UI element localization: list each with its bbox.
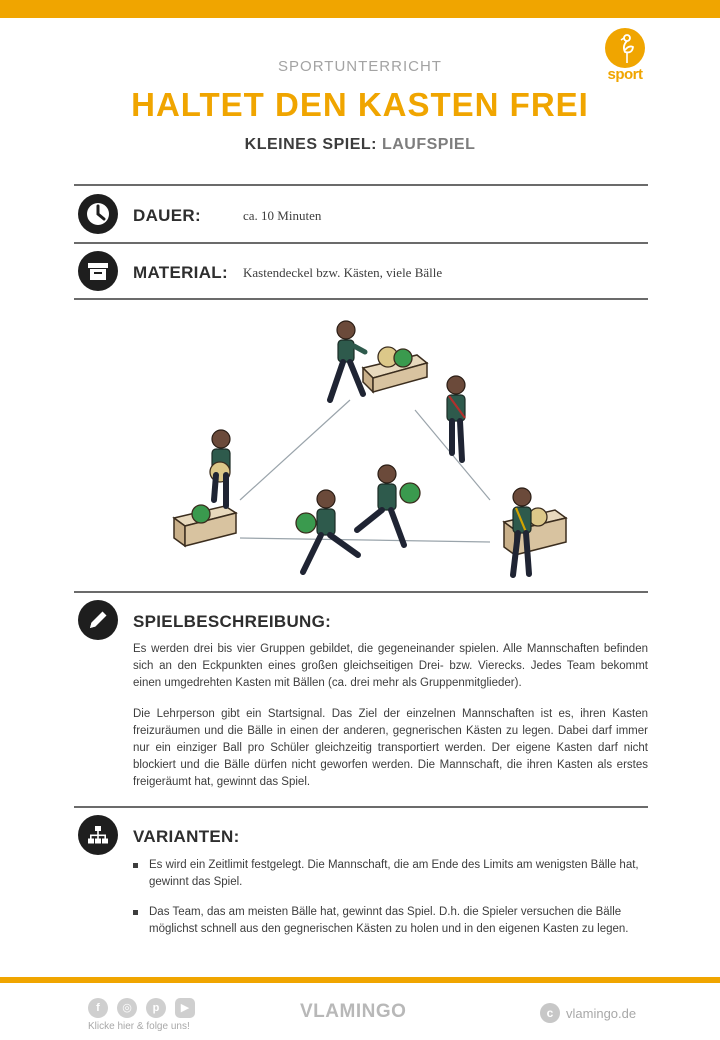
field-line: [240, 400, 350, 500]
brand-logo[interactable]: VLAMINGO: [300, 1001, 407, 1022]
player-figure: [296, 490, 358, 572]
website-link[interactable]: vlamingo.de: [566, 1006, 637, 1021]
divider: [74, 184, 648, 186]
material-value: Kastendeckel bzw. Kästen, viele Bälle: [243, 265, 443, 280]
bullet-icon: [133, 910, 138, 915]
game-illustration: [160, 310, 580, 585]
description-heading: SPIELBESCHREIBUNG:: [133, 612, 332, 631]
ball: [394, 349, 412, 367]
box-left: [174, 505, 236, 546]
subtitle-value: LAUFSPIEL: [381, 136, 476, 153]
duration-label: DAUER:: [133, 206, 201, 225]
ball: [296, 513, 316, 533]
box-top: [363, 347, 427, 392]
logo-label: sport: [607, 66, 643, 83]
pinterest-icon[interactable]: p: [146, 998, 166, 1018]
divider: [74, 806, 648, 808]
youtube-icon[interactable]: ▶: [175, 998, 195, 1018]
sitemap-icon: [78, 815, 118, 855]
page-title: HALTET DEN KASTEN FREI: [131, 86, 589, 123]
variants-list: [133, 857, 648, 951]
copyright-icon: c: [540, 1003, 560, 1023]
instagram-icon[interactable]: ◎: [117, 998, 137, 1018]
clock-icon: [78, 194, 118, 234]
pencil-icon: [78, 600, 118, 640]
ball: [192, 505, 210, 523]
list-item: [133, 857, 648, 891]
facebook-icon[interactable]: f: [88, 998, 108, 1018]
variants-heading: VARIANTEN:: [133, 827, 240, 846]
bottom-accent-bar: [0, 977, 720, 983]
divider: [74, 242, 648, 244]
player-figure: [210, 430, 230, 506]
subject-label: SPORTUNTERRICHT: [278, 58, 442, 75]
page-subtitle: [0, 136, 720, 154]
list-item: [133, 904, 648, 938]
divider: [74, 591, 648, 593]
duration-value: ca. 10 Minuten: [243, 208, 322, 223]
sport-logo[interactable]: [600, 28, 650, 86]
player-figure: [357, 465, 420, 545]
social-caption[interactable]: Klicke hier & folge uns!: [88, 1021, 190, 1032]
player-figure: [330, 321, 365, 400]
ball: [529, 508, 547, 526]
player-figure: [513, 488, 531, 575]
variant-text: Es wird ein Zeitlimit festgelegt. Die Mannschaft, die am Ende des Limits am wenigsten Bälle hat, gewinnt das Spiel.: [149, 859, 639, 888]
player-figure: [447, 376, 465, 460]
subtitle-label: KLEINES SPIEL:: [244, 136, 377, 153]
ball: [400, 483, 420, 503]
field-line: [240, 538, 490, 542]
description-paragraph-2: Die Lehrperson gibt ein Startsignal. Das Ziel der einzelnen Mannschaften ist es, ihren Kasten freizuräumen und die Bälle in einen der anderen, gegnerischen Kästen zu legen. Dabei darf immer nur ein einziger Ball pro Schüler gleichzeitig transportiert werden. Der eigene Kasten darf nicht blockiert und die Bälle dürfen nicht geworfen werden. Die Mannschaft, die ihren Kasten als erstes freigeräumt hat, gewinnt das Spiel.: [133, 708, 648, 788]
divider: [74, 298, 648, 300]
top-accent-bar: [0, 0, 720, 18]
variant-text: Das Team, das am meisten Bälle hat, gewinnt das Spiel. D.h. die Spieler versuchen die Bälle möglichst schnell aus den gegnerischen Kästen zu holen und in den eigenen Kasten zu legen.: [149, 906, 629, 935]
bullet-icon: [133, 863, 138, 868]
box-icon: [78, 251, 118, 291]
material-label: MATERIAL:: [133, 263, 228, 282]
description-paragraph-1: Es werden drei bis vier Gruppen gebildet, die gegeneinander spielen. Alle Mannschaften befinden sich an den Eckpunkten eines großen gleichseitigen Drei- bzw. Vierecks. Jedes Team bekommt einen umgedrehten Kasten mit Bällen (ca. drei mehr als Gruppenmitglieder).: [133, 643, 648, 689]
